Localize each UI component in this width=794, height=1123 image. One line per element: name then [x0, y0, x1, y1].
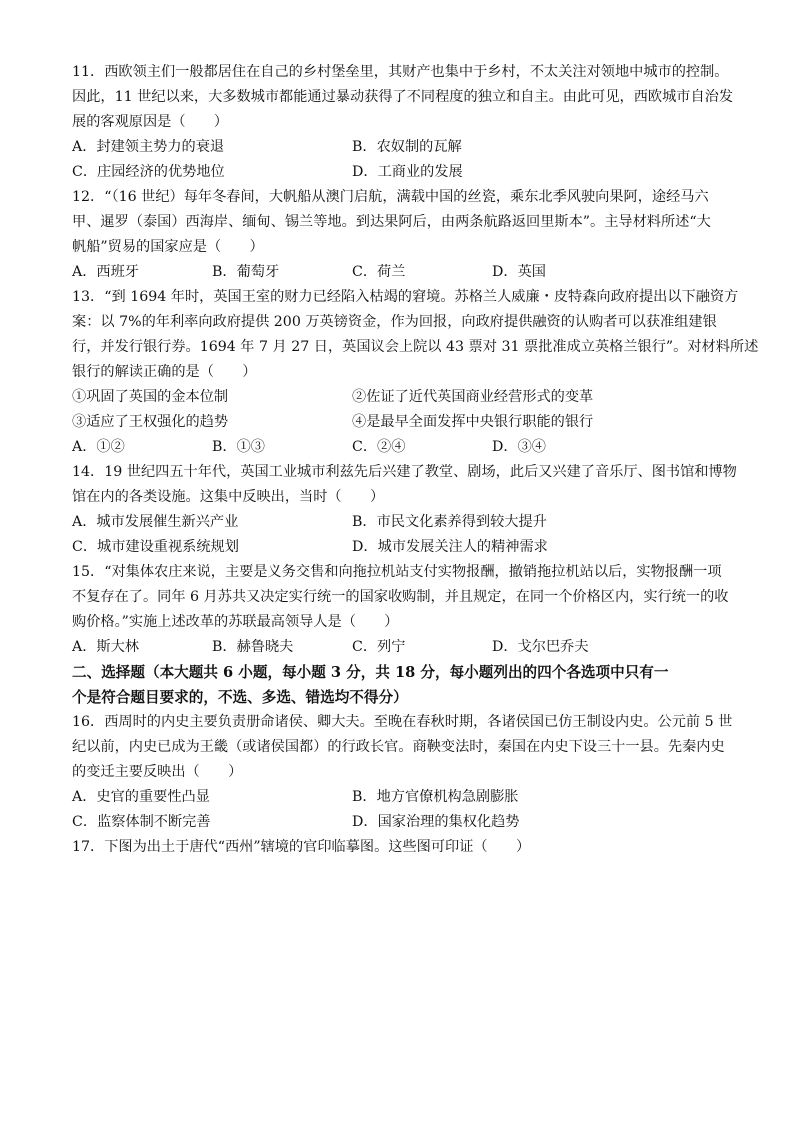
- option-d: D．英国: [492, 264, 546, 280]
- option-c: C．庄园经济的优势地位: [72, 164, 225, 180]
- question-11: [72, 60, 734, 185]
- option-b: B．市民文化素养得到较大提升: [352, 514, 547, 530]
- option-a: A．史官的重要性凸显: [72, 789, 210, 805]
- option-c: C．列宁: [352, 639, 406, 655]
- option-d: D．国家治理的集权化趋势: [352, 814, 520, 830]
- question-12: [72, 185, 722, 285]
- section-2-heading-line-2: 个是符合题目要求的，不选、多选、错选均不得分）: [72, 689, 408, 706]
- question-16: [72, 710, 733, 835]
- option-b: B．①③: [212, 439, 265, 455]
- statement-2: ②佐证了近代英国商业经营形式的变革: [352, 389, 594, 405]
- question-13-line-3: 行，并发行银行券。1694 年 7 月 27 日，英国议会上院以 43 票对 31 票批准成立英格兰银行”。对材料所述: [72, 339, 759, 355]
- statement-4: ④是最早全面发挥中央银行职能的银行: [352, 414, 594, 430]
- question-15: [72, 560, 729, 660]
- question-11-options-row-1: [72, 135, 722, 160]
- question-14-options-row-2: [72, 535, 722, 560]
- question-14-line-2: 馆在内的各类设施。这集中反映出，当时（ ）: [72, 489, 385, 505]
- question-15-line-1: 15．“对集体农庄来说，主要是义务交售和向拖拉机站支付实物报酬，撤销拖拉机站以后，实物报酬一项: [72, 564, 722, 580]
- option-b: B．农奴制的瓦解: [352, 139, 462, 155]
- section-2-heading: [72, 660, 722, 710]
- question-13-statements-row-2: [72, 410, 722, 435]
- question-12-options: [72, 260, 722, 285]
- question-15-options: [72, 635, 722, 660]
- question-12-line-1: 12．“（16 世纪）每年冬春间，大帆船从澳门启航，满载中国的丝瓷，乘东北季风驶向果阿，途经马六: [72, 189, 709, 205]
- question-15-line-2: 不复存在了。同年 6 月苏共又决定实行统一的国家收购制，并且规定，在同一个价格区内，实行统一的收: [72, 589, 729, 605]
- question-13-line-4: 银行的解读正确的是（ ）: [72, 364, 257, 380]
- question-14-options-row-1: [72, 510, 722, 535]
- option-c: C．城市建设重视系统规划: [72, 539, 239, 555]
- option-c: C．荷兰: [352, 264, 406, 280]
- question-17-line-1: 17．下图为出土于唐代“西州”辖境的官印临摹图。这些图可印证（ ）: [72, 839, 531, 855]
- option-b: B．地方官僚机构急剧膨胀: [352, 789, 519, 805]
- section-2-heading-line-1: 二、选择题（本大题共 6 小题，每小题 3 分，共 18 分，每小题列出的四个各选项中只有一: [72, 664, 669, 681]
- option-a: A．西班牙: [72, 264, 139, 280]
- question-16-line-3: 的变迁主要反映出（ ）: [72, 764, 243, 780]
- option-c: C．监察体制不断完善: [72, 814, 211, 830]
- option-a: A．城市发展催生新兴产业: [72, 514, 239, 530]
- statement-1: ①巩固了英国的金本位制: [72, 389, 229, 405]
- question-11-options-row-2: [72, 160, 722, 185]
- exam-page: [72, 60, 759, 860]
- option-d: D．③④: [492, 439, 546, 455]
- question-13: [72, 285, 759, 460]
- question-16-options-row-2: [72, 810, 722, 835]
- option-b: B．赫鲁晓夫: [212, 639, 294, 655]
- option-c: C．②④: [352, 439, 406, 455]
- question-13-options: [72, 435, 722, 460]
- question-14-line-1: 14．19 世纪四五十年代，英国工业城市利兹先后兴建了教堂、剧场，此后又兴建了音乐厅、图书馆和博物: [72, 464, 737, 480]
- question-11-line-3: 展的客观原因是（ ）: [72, 114, 229, 130]
- option-a: A．封建领主势力的衰退: [72, 139, 225, 155]
- question-16-line-2: 纪以前，内史已成为王畿（或诸侯国都）的行政长官。商鞅变法时，秦国在内史下设三十一县。先秦内史: [72, 739, 725, 755]
- option-d: D．工商业的发展: [352, 164, 463, 180]
- question-17: [72, 835, 722, 860]
- question-13-line-1: 13．“到 1694 年时，英国王室的财力已经陷入枯竭的窘境。苏格兰人威廉・皮特森向政府提出以下融资方: [72, 289, 739, 305]
- question-11-line-1: 11．西欧领主们一般都居住在自己的乡村堡垒里，其财产也集中于乡村，不太关注对领地中城市的控制。: [72, 64, 729, 80]
- question-11-line-2: 因此，11 世纪以来，大多数城市都能通过暴动获得了不同程度的独立和自主。由此可见，西欧城市自治发: [72, 89, 734, 105]
- option-a: A．①②: [72, 439, 125, 455]
- statement-3: ③适应了王权强化的趋势: [72, 414, 229, 430]
- question-13-statements-row-1: [72, 385, 722, 410]
- question-15-line-3: 购价格。”实施上述改革的苏联最高领导人是（ ）: [72, 614, 399, 630]
- option-d: D．戈尔巴乔夫: [492, 639, 589, 655]
- question-12-line-3: 帆船”贸易的国家应是（ ）: [72, 239, 264, 255]
- question-16-options-row-1: [72, 785, 722, 810]
- question-12-line-2: 甲、暹罗（泰国）西海岸、缅甸、锡兰等地。到达果阿后，由两条航路返回里斯本”。主导材料所述“大: [72, 214, 711, 230]
- option-d: D．城市发展关注人的精神需求: [352, 539, 548, 555]
- question-16-line-1: 16．西周时的内史主要负责册命诸侯、卿大夫。至晚在春秋时期，各诸侯国已仿王制设内史。公元前 5 世: [72, 714, 733, 730]
- option-a: A．斯大林: [72, 639, 139, 655]
- option-b: B．葡萄牙: [212, 264, 280, 280]
- question-14: [72, 460, 737, 560]
- question-13-line-2: 案：以 7%的年利率向政府提供 200 万英镑资金，作为回报，向政府提供融资的认购者可以获准组建银: [72, 314, 717, 330]
